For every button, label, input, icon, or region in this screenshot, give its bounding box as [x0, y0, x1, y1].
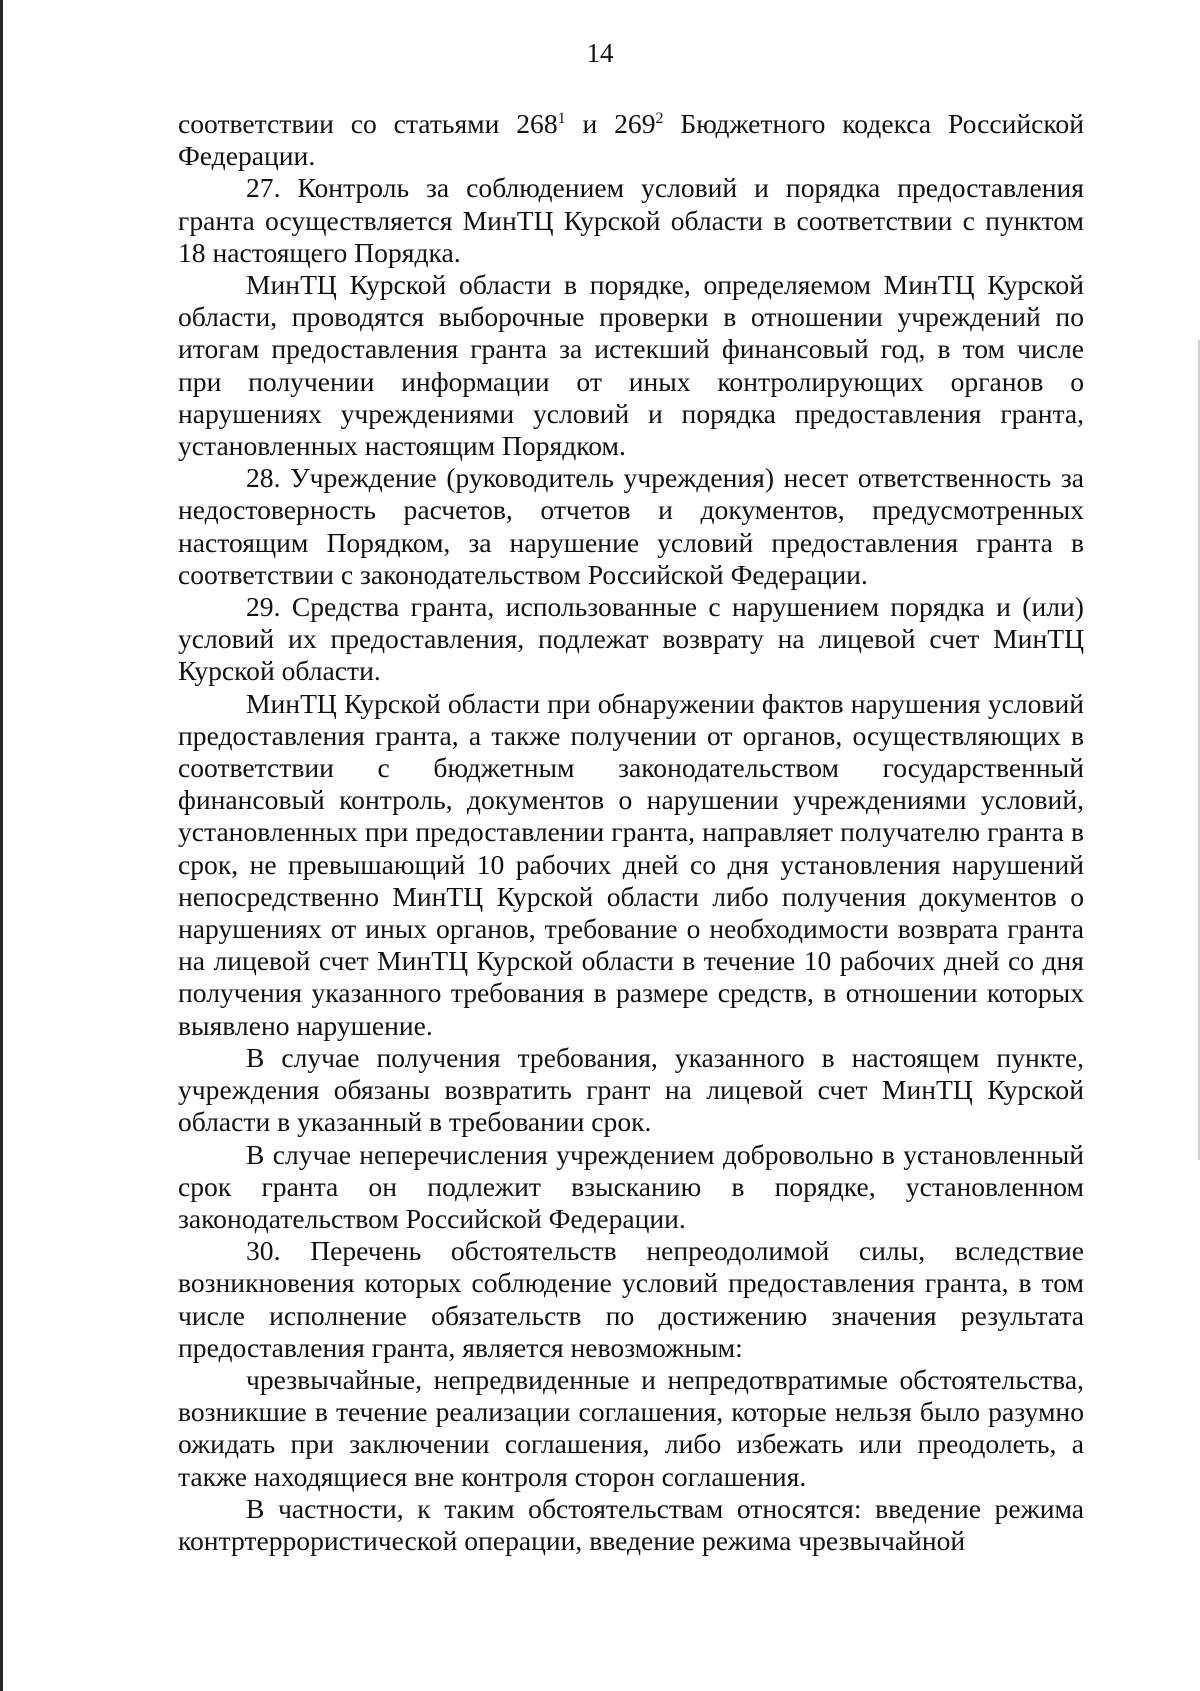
paragraph-29-violations: МинТЦ Курской области при обнаружении фактов нарушения условий предоставления гранта, а также получении от органов, осуществляющих в соответствии с бюджетным законодательством государственный финансовый контроль, документов о нарушении учреждениями условий, установленных при предоставлении гранта, направляет получателю гранта в срок, не превышающий 10 рабочих дней со дня установления нарушений непосредственно МинТЦ Курской области либо получения документов о нарушениях от иных органов, требование о необходимости возврата гранта на лицевой счет МинТЦ Курской области в течение 10 рабочих дней со дня получения указанного требования в размере средств, в отношении которых выявлено нарушение. — [178, 687, 1084, 1041]
scan-edge — [0, 0, 3, 1691]
page-number: 14 — [586, 38, 614, 68]
paragraph-29: 29. Средства гранта, использованные с нарушением порядка и (или) условий их предоставления, подлежат возврату на лицевой счет МинТЦ Курской области. — [178, 591, 1084, 687]
paragraph-30-examples: В частности, к таким обстоятельствам относятся: введение режима контртеррористической операции, введение режима чрезвычайной — [178, 1492, 1084, 1556]
paragraph-27-inspections: МинТЦ Курской области в порядке, определяемом МинТЦ Курской области, проводятся выборочные проверки в отношении учреждений по итогам предоставления гранта за истекший финансовый год, в том числе при получении информации от иных контролирующих органов о нарушениях учреждениями условий и порядка предоставления гранта, установленных настоящим Порядком. — [178, 269, 1084, 462]
document-body — [178, 108, 1084, 1557]
paragraph-27: 27. Контроль за соблюдением условий и порядка предоставления гранта осуществляется МинТЦ Курской области в соответствии с пунктом 18 настоящего Порядка. — [178, 172, 1084, 268]
intro-paragraph: соответствии со статьями $268^1$ и $269^2$ Бюджетного кодекса Российской Федерации. — [178, 108, 1084, 172]
paragraph-29-return: В случае получения требования, указанного в настоящем пункте, учреждения обязаны возвратить грант на лицевой счет МинТЦ Курской области в указанный в требовании срок. — [178, 1041, 1084, 1138]
paragraph-29-enforcement: В случае неперечисления учреждением добровольно в установленный срок гранта он подлежит взысканию в порядке, установленном законодательством Российской Федерации. — [178, 1138, 1084, 1234]
paragraph-30-definition: чрезвычайные, непредвиденные и непредотвратимые обстоятельства, возникшие в течение реализации соглашения, которые нельзя было разумно ожидать при заключении соглашения, либо избежать или преодолеть, а также находящиеся вне контроля сторон соглашения. — [178, 1363, 1084, 1492]
paragraph-28: 28. Учреждение (руководитель учреждения) несет ответственность за недостоверность расчетов, отчетов и документов, предусмотренных настоящим Порядком, за нарушение условий предоставления гранта в соответствии с законодательством Российской Федерации. — [178, 462, 1084, 590]
paragraph-30: 30. Перечень обстоятельств непреодолимой силы, вследствие возникновения которых соблюдение условий предоставления гранта, в том числе исполнение обязательств по достижению значения результата предоставления гранта, является невозможным: — [178, 1235, 1084, 1363]
